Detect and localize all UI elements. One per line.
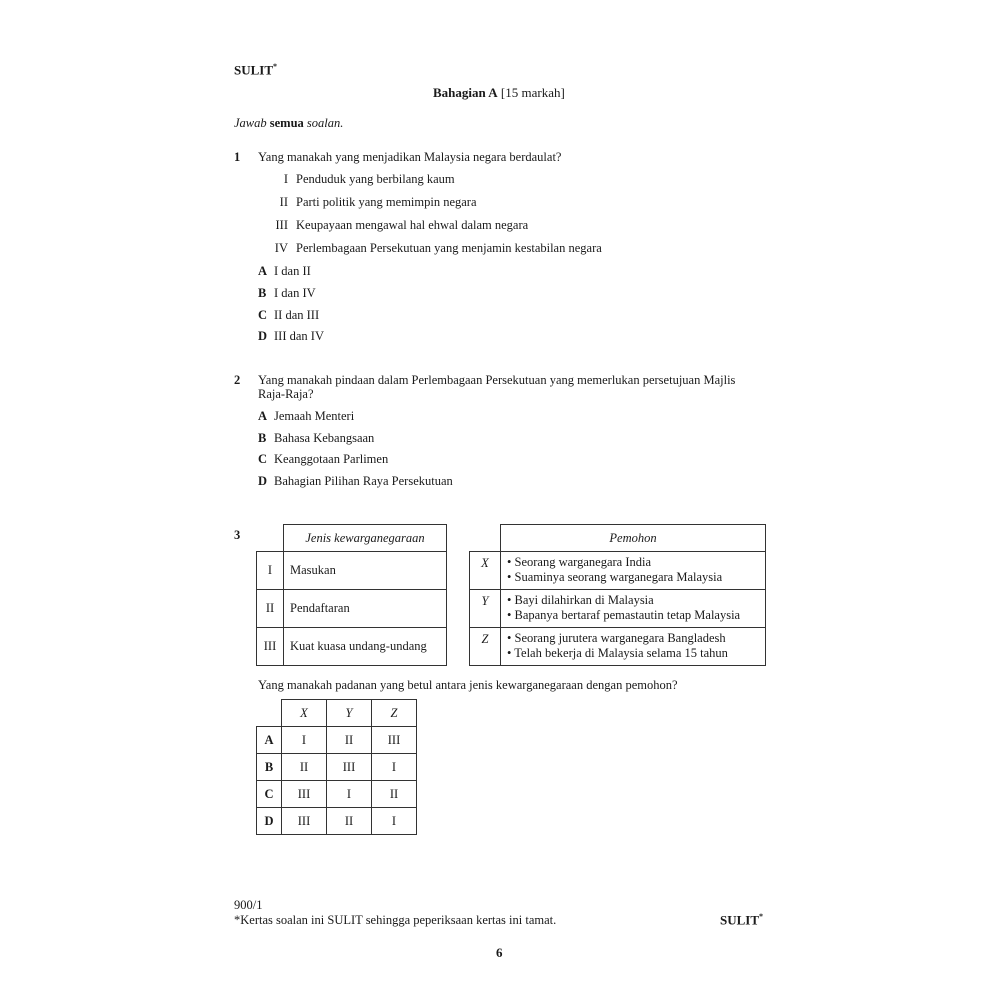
instruction-post: soalan. [306, 116, 344, 130]
table-row [470, 628, 766, 666]
type-name: Masukan [284, 552, 447, 590]
statement-text: Keupayaan mengawal hal ehwal dalam negara [296, 218, 529, 232]
answer-table [256, 699, 417, 835]
statement-text: Penduduk yang berbilang kaum [296, 172, 455, 186]
q2-option-d[interactable] [258, 473, 453, 489]
q1-option-a[interactable] [258, 263, 311, 279]
table-row [257, 590, 447, 628]
option-text: Bahagian Pilihan Raya Persekutuan [274, 474, 453, 488]
table-corner [257, 700, 282, 727]
citizenship-type-table [256, 524, 447, 666]
q1-statement [258, 217, 528, 233]
applicant-bullet: • Bayi dilahirkan di Malaysia [507, 593, 654, 607]
citizenship-type-header: Jenis kewarganegaraan [284, 525, 447, 552]
applicant-details [501, 628, 766, 666]
instruction-pre: Jawab [234, 116, 267, 130]
type-roman: III [257, 628, 284, 666]
option-text: III dan IV [274, 329, 324, 343]
q1-statement [258, 240, 602, 256]
section-name: Bahagian A [433, 85, 498, 100]
type-name: Pendaftaran [284, 590, 447, 628]
q1-option-c[interactable] [258, 307, 319, 323]
statement-roman: III [275, 218, 288, 232]
option-text: Bahasa Kebangsaan [274, 431, 375, 445]
option-text: I dan IV [274, 286, 316, 300]
answer-letter: A [257, 727, 282, 754]
instruction-bold: semua [269, 116, 304, 130]
statement-text: Perlembagaan Persekutuan yang menjamin kestabilan negara [296, 241, 602, 255]
applicant-bullet: • Seorang jurutera warganegara Bangladesh [507, 631, 726, 645]
q2-option-c[interactable] [258, 451, 388, 467]
answer-header-z: Z [372, 700, 417, 727]
q2-text-line1: Yang manakah pindaan dalam Perlembagaan Persekutuan yang memerlukan persetujuan Majlis [258, 373, 736, 387]
statement-roman: II [279, 195, 288, 209]
type-name: Kuat kuasa undang-undang [284, 628, 447, 666]
answer-letter: B [257, 754, 282, 781]
answer-row-d[interactable] [257, 808, 417, 835]
paper-code: 900/1 [234, 898, 263, 912]
answer-letter: C [257, 781, 282, 808]
applicant-details [501, 590, 766, 628]
table-corner [257, 525, 284, 552]
q2-option-a[interactable] [258, 408, 354, 424]
option-text: Keanggotaan Parlimen [274, 452, 389, 466]
sulit-mark: * [273, 62, 278, 71]
answer-letter: D [257, 808, 282, 835]
applicant-bullet: • Seorang warganegara India [507, 555, 652, 569]
answer-cell: II [327, 808, 372, 835]
answer-row-a[interactable] [257, 727, 417, 754]
answer-cell: II [372, 781, 417, 808]
option-letter: A [258, 409, 268, 423]
applicant-header: Pemohon [501, 525, 766, 552]
q1-statement [258, 171, 455, 187]
q3-question: Yang manakah padanan yang betul antara jenis kewarganegaraan dengan pemohon? [258, 678, 678, 692]
applicant-bullet: • Telah bekerja di Malaysia selama 15 tahun [507, 646, 728, 660]
applicant-bullet: • Suaminya seorang warganegara Malaysia [507, 570, 723, 584]
answer-cell: II [282, 754, 327, 781]
section-title [433, 85, 565, 101]
confidential-label-top [234, 62, 277, 78]
answer-header-x: X [282, 700, 327, 727]
option-text: II dan III [274, 308, 320, 322]
table-row [257, 552, 447, 590]
answer-cell: I [372, 808, 417, 835]
applicant-table [469, 524, 766, 666]
q1-text: Yang manakah yang menjadikan Malaysia negara berdaulat? [258, 150, 562, 164]
answer-row-b[interactable] [257, 754, 417, 781]
confidential-label-bottom [720, 912, 763, 928]
applicant-letter: Z [470, 628, 501, 666]
q3-number: 3 [234, 528, 241, 542]
answer-cell: III [282, 781, 327, 808]
answer-row-c[interactable] [257, 781, 417, 808]
q1-option-b[interactable] [258, 285, 316, 301]
table-corner [470, 525, 501, 552]
type-roman: I [257, 552, 284, 590]
answer-cell: I [327, 781, 372, 808]
option-text: I dan II [274, 264, 311, 278]
option-letter: D [258, 329, 268, 343]
option-letter: C [258, 452, 268, 466]
answer-header-y: Y [327, 700, 372, 727]
answer-cell: III [327, 754, 372, 781]
option-letter: B [258, 431, 267, 445]
option-letter: D [258, 474, 268, 488]
answer-cell: III [372, 727, 417, 754]
option-letter: C [258, 308, 268, 322]
sulit-text: SULIT [234, 62, 274, 78]
q1-number: 1 [234, 150, 241, 164]
table-row [257, 628, 447, 666]
table-row [470, 552, 766, 590]
answer-cell: II [327, 727, 372, 754]
page-number: 6 [496, 945, 503, 960]
statement-roman: I [283, 172, 288, 186]
applicant-letter: Y [470, 590, 501, 628]
applicant-letter: X [470, 552, 501, 590]
answer-cell: III [282, 808, 327, 835]
answer-cell: I [282, 727, 327, 754]
option-letter: B [258, 286, 267, 300]
footnote: *Kertas soalan ini SULIT sehingga peperiksaan kertas ini tamat. [234, 913, 557, 927]
sulit-mark: * [759, 912, 764, 921]
applicant-bullet: • Bapanya bertaraf pemastautin tetap Malaysia [507, 608, 741, 622]
statement-roman: IV [274, 241, 288, 255]
applicant-details [501, 552, 766, 590]
q1-statement [258, 194, 477, 210]
q2-text-line2: Raja-Raja? [258, 387, 314, 401]
q2-option-b[interactable] [258, 430, 374, 446]
section-marks: [15 markah] [500, 85, 565, 100]
option-text: Jemaah Menteri [274, 409, 355, 423]
option-letter: A [258, 264, 268, 278]
answer-cell: I [372, 754, 417, 781]
type-roman: II [257, 590, 284, 628]
instruction [234, 115, 343, 131]
q2-number: 2 [234, 373, 241, 387]
table-row [470, 590, 766, 628]
statement-text: Parti politik yang memimpin negara [296, 195, 477, 209]
sulit-text: SULIT [720, 912, 760, 928]
q1-option-d[interactable] [258, 328, 324, 344]
